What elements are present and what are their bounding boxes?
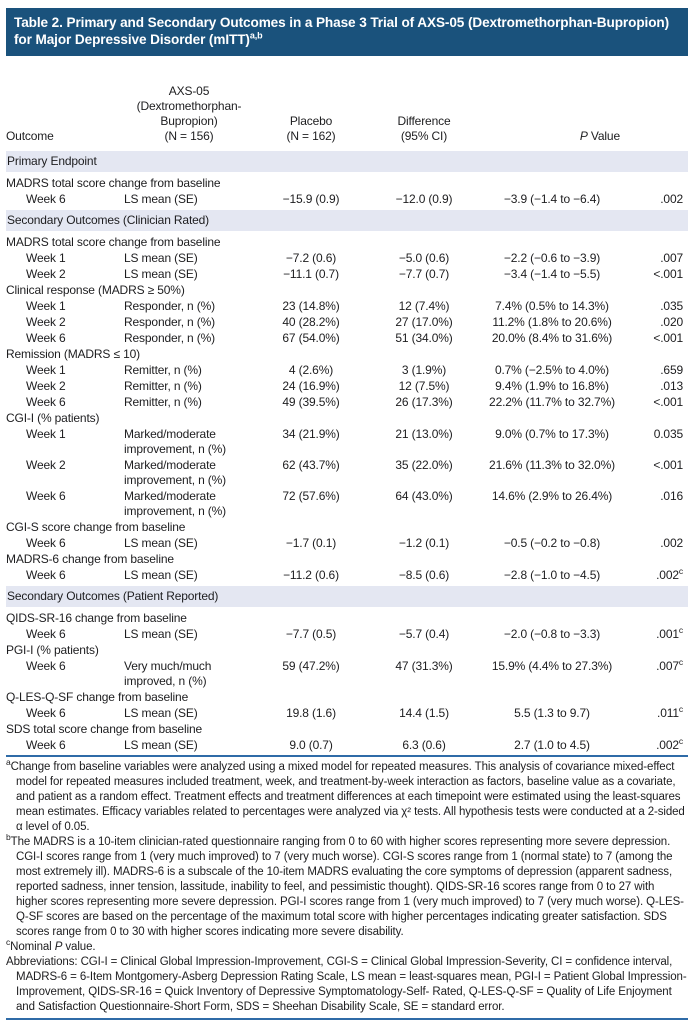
difference-value-cell: 11.2% (1.8% to 20.6%)	[492, 315, 612, 329]
axs05-value-cell: −11.1 (0.7)	[283, 267, 339, 281]
difference-value-cell: −3.9 (−1.4 to −6.4)	[503, 192, 601, 206]
week-cell: Week 6	[26, 395, 66, 409]
placebo-value-cell: 12 (7.4%)	[398, 299, 450, 313]
outcome-group-label: Clinical response (MADRS ≥ 50%)	[6, 283, 185, 297]
pvalue-cell: 0.035	[653, 427, 683, 441]
footnote-marker: a	[6, 757, 11, 768]
pvalue-footnote-marker: c	[678, 736, 683, 746]
axs05-value-cell: 4 (2.6%)	[288, 363, 334, 377]
bottom-rule	[6, 1018, 688, 1020]
footnote: Abbreviations: CGI-I = Clinical Global Impression-Improvement, CGI-S = Clinical Global Impression-Severity, CI = confidence interval, MADRS-6 = 6-Item Montgomery-Asberg Depression Rating Scale, LS mean = least-squares mean, PGI-I = Patient Global Impression-Improvement, QIDS-SR-16 = Quick Inventory of Depressive Symptomatology-Self- Rated, Q-LES-Q-SF = Quality of Life Enjoyment and Satisfaction Questionnaire-Short Form, SDS = Sheehan Disability Scale, SE = standard error.	[6, 956, 687, 1013]
week-cell: Week 6	[26, 706, 66, 720]
difference-value-cell: 9.4% (1.9% to 16.8%)	[495, 379, 609, 393]
outcome-group-label: PGI-I (% patients)	[6, 643, 99, 657]
difference-value-cell: 0.7% (−2.5% to 4.0%)	[494, 363, 610, 377]
outcome-group-row	[6, 346, 688, 362]
pvalue-footnote-marker: c	[678, 566, 683, 576]
placebo-value-cell: 64 (43.0%)	[395, 489, 453, 503]
column-header-outcome: Outcome	[6, 129, 54, 143]
outcome-group-row	[6, 551, 688, 567]
week-cell: Week 6	[26, 627, 66, 641]
week-cell: Week 2	[26, 379, 66, 393]
outcome-group-row	[6, 519, 688, 535]
placebo-value-cell: −1.2 (0.1)	[398, 536, 450, 550]
week-cell: Week 6	[26, 331, 66, 345]
placebo-value-cell: −5.0 (0.6)	[398, 251, 450, 265]
outcome-group-label: CGI-I (% patients)	[6, 411, 100, 425]
data-row	[6, 298, 688, 314]
difference-value-cell: 9.0% (0.7% to 17.3%)	[495, 427, 609, 441]
week-cell: Week 6	[26, 738, 66, 752]
column-header-axs05: AXS-05 (Dextromethorphan- Bupropion) (N = 156)	[136, 84, 242, 143]
pvalue-cell: .002$^c$	[656, 566, 683, 582]
measure-cell: Remitter, n (%)	[124, 379, 202, 393]
footnote-marker: c	[6, 937, 11, 948]
difference-value-cell: 7.4% (0.5% to 14.3%)	[495, 299, 609, 313]
week-cell: Week 2	[26, 267, 66, 281]
data-row	[6, 705, 688, 721]
section-header-row	[6, 150, 688, 174]
outcomes-table	[6, 56, 688, 753]
difference-value-cell: −0.5 (−0.2 to −0.8)	[503, 536, 601, 550]
pvalue-cell: .020	[660, 315, 683, 329]
data-row	[6, 658, 688, 689]
pvalue-cell: .002	[660, 192, 683, 206]
footnotes	[6, 755, 688, 1015]
outcome-group-label: MADRS total score change from baseline	[6, 176, 221, 190]
section-header-row	[6, 209, 688, 233]
table-title: Table 2. Primary and Secondary Outcomes in a Phase 3 Trial of AXS-05 (Dextromethorphan-Bupropion) for Major Depressive Disorder (mITT)	[14, 15, 670, 47]
axs05-value-cell: 9.0 (0.7)	[289, 738, 333, 752]
difference-value-cell: 14.6% (2.9% to 26.4%)	[491, 489, 613, 503]
placebo-value-cell: 14.4 (1.5)	[399, 706, 449, 720]
header-row	[6, 56, 688, 150]
outcome-group-label: QIDS-SR-16 change from baseline	[6, 611, 187, 625]
axs05-value-cell: 67 (54.0%)	[282, 331, 340, 345]
data-row	[6, 191, 688, 209]
week-cell: Week 2	[26, 315, 66, 329]
outcome-group-row	[6, 282, 688, 298]
column-header-pvalue: P Value	[579, 129, 620, 143]
axs05-value-cell: 34 (21.9%)	[282, 427, 340, 441]
axs05-value-cell: 62 (43.7%)	[282, 458, 340, 472]
placebo-value-cell: 3 (1.9%)	[401, 363, 447, 377]
outcome-group-row	[6, 689, 688, 705]
outcome-group-label: MADRS total score change from baseline	[6, 235, 221, 249]
pvalue-footnote-marker: c	[678, 657, 683, 667]
pvalue-cell: .035	[660, 299, 683, 313]
axs05-value-cell: 49 (39.5%)	[282, 395, 340, 409]
data-row	[6, 626, 688, 642]
difference-value-cell: 21.6% (11.3% to 32.0%)	[489, 458, 615, 472]
axs05-value-cell: 72 (57.6%)	[282, 489, 340, 503]
data-row	[6, 737, 688, 753]
data-row	[6, 314, 688, 330]
outcome-group-row	[6, 721, 688, 737]
placebo-value-cell: 26 (17.3%)	[395, 395, 453, 409]
axs05-value-cell: −1.7 (0.1)	[285, 536, 337, 550]
column-header-placebo: Placebo (N = 162)	[286, 114, 336, 143]
data-row	[6, 250, 688, 266]
footnote: $^b$The MADRS is a 10-item clinician-rated questionnaire ranging from 0 to 60 with higher scores representing more severe depression. CGI-I scores range from 1 (very much improved) to 7 (very much worse). CGI-S scores range from 1 (normal state) to 7 (among the most extremely ill). MADRS-6 is a subscale of the 10-item MADRS evaluating the core symptoms of depression (apparent sadness, reported sadness, inner tension, lassitude, inability to feel, and pessimistic thought). QIDS-SR-16 scores range from 0 to 27 with higher scores representing more severe depression. PGI-I scores range from 1 (very much improved) to 7 (very much worse). Q-LES-Q-SF scores are based on the percentage of the maximum total score with higher percentages indicating greater satisfaction. SDS scores range from 0 to 30 with higher scores indicating more severe disability.	[6, 832, 684, 938]
difference-value-cell: 2.7 (1.0 to 4.5)	[514, 738, 590, 752]
measure-cell: Responder, n (%)	[124, 331, 215, 345]
data-row	[6, 266, 688, 282]
measure-cell: Remitter, n (%)	[124, 395, 202, 409]
pvalue-cell: <.001	[653, 458, 683, 472]
placebo-value-cell: −12.0 (0.9)	[395, 192, 453, 206]
pvalue-footnote-marker: c	[678, 704, 683, 714]
data-row	[6, 457, 688, 488]
outcome-group-label: MADRS-6 change from baseline	[6, 552, 174, 566]
difference-value-cell: −2.8 (−1.0 to −4.5)	[503, 568, 601, 582]
outcome-group-row	[6, 233, 688, 251]
pvalue-footnote-marker: c	[678, 625, 683, 635]
title-footnote-marker: a,b	[249, 29, 263, 40]
placebo-value-cell: 51 (34.0%)	[395, 331, 453, 345]
section-header-label: Secondary Outcomes (Patient Reported)	[6, 585, 688, 609]
data-row	[6, 378, 688, 394]
data-row	[6, 535, 688, 551]
week-cell: Week 1	[26, 299, 66, 313]
measure-cell: Responder, n (%)	[124, 299, 215, 313]
footnote-marker: b	[6, 832, 11, 843]
pvalue-cell: .007$^c$	[656, 657, 683, 673]
outcome-group-label: SDS total score change from baseline	[6, 722, 203, 736]
measure-cell: LS mean (SE)	[124, 192, 198, 206]
pvalue-cell: .013	[660, 379, 683, 393]
difference-value-cell: −2.0 (−0.8 to −3.3)	[503, 627, 601, 641]
axs05-value-cell: 23 (14.8%)	[282, 299, 340, 313]
placebo-value-cell: 6.3 (0.6)	[402, 738, 446, 752]
placebo-value-cell: 21 (13.0%)	[395, 427, 453, 441]
week-cell: Week 6	[26, 659, 66, 673]
outcome-group-label: Q-LES-Q-SF change from baseline	[6, 690, 189, 704]
placebo-value-cell: −5.7 (0.4)	[398, 627, 450, 641]
data-row	[6, 426, 688, 457]
difference-value-cell: 20.0% (8.4% to 31.6%)	[491, 331, 613, 345]
placebo-value-cell: −7.7 (0.7)	[398, 267, 450, 281]
measure-cell: Responder, n (%)	[124, 315, 215, 329]
measure-cell: LS mean (SE)	[124, 706, 198, 720]
measure-cell: Marked/moderate improvement, n (%)	[124, 458, 226, 487]
pvalue-cell: .001$^c$	[656, 625, 683, 641]
column-header-difference: Difference (95% CI)	[397, 114, 451, 143]
measure-cell: Marked/moderate improvement, n (%)	[124, 489, 226, 518]
outcome-group-row	[6, 174, 688, 192]
placebo-value-cell: 35 (22.0%)	[395, 458, 453, 472]
pvalue-cell: <.001	[653, 267, 683, 281]
measure-cell: LS mean (SE)	[124, 568, 198, 582]
footnote: $^c$Nominal P value.	[6, 937, 96, 953]
outcome-group-row	[6, 609, 688, 627]
axs05-value-cell: −7.2 (0.6)	[285, 251, 337, 265]
table-title-bar	[6, 8, 688, 56]
pvalue-cell: .002	[660, 536, 683, 550]
week-cell: Week 6	[26, 536, 66, 550]
measure-cell: Marked/moderate improvement, n (%)	[124, 427, 226, 456]
measure-cell: LS mean (SE)	[124, 536, 198, 550]
week-cell: Week 6	[26, 192, 66, 206]
table-header	[6, 56, 688, 150]
section-header-label: Secondary Outcomes (Clinician Rated)	[6, 209, 688, 233]
difference-value-cell: −2.2 (−0.6 to −3.9)	[503, 251, 601, 265]
measure-cell: LS mean (SE)	[124, 738, 198, 752]
measure-cell: LS mean (SE)	[124, 267, 198, 281]
difference-value-cell: 5.5 (1.3 to 9.7)	[514, 706, 590, 720]
table-body	[6, 150, 688, 754]
measure-cell: LS mean (SE)	[124, 627, 198, 641]
measure-cell: Very much/much improved, n (%)	[124, 659, 212, 688]
pvalue-cell: .002$^c$	[656, 736, 683, 752]
placebo-value-cell: 47 (31.3%)	[395, 659, 453, 673]
placebo-value-cell: 27 (17.0%)	[395, 315, 453, 329]
axs05-value-cell: −7.7 (0.5)	[285, 627, 337, 641]
axs05-value-cell: 19.8 (1.6)	[286, 706, 336, 720]
measure-cell: Remitter, n (%)	[124, 363, 202, 377]
section-header-label: Primary Endpoint	[6, 150, 688, 174]
data-row	[6, 394, 688, 410]
outcome-group-row	[6, 410, 688, 426]
measure-cell: LS mean (SE)	[124, 251, 198, 265]
data-row	[6, 330, 688, 346]
axs05-value-cell: 24 (16.9%)	[282, 379, 340, 393]
placebo-value-cell: −8.5 (0.6)	[398, 568, 450, 582]
section-header-row	[6, 585, 688, 609]
pvalue-cell: .007	[660, 251, 683, 265]
axs05-value-cell: −11.2 (0.6)	[283, 568, 339, 582]
placebo-value-cell: 12 (7.5%)	[398, 379, 450, 393]
difference-value-cell: −3.4 (−1.4 to −5.5)	[503, 267, 601, 281]
difference-value-cell: 22.2% (11.7% to 32.7%)	[489, 395, 615, 409]
axs05-value-cell: 40 (28.2%)	[282, 315, 340, 329]
week-cell: Week 1	[26, 251, 66, 265]
pvalue-cell: .011$^c$	[657, 704, 683, 720]
data-row	[6, 362, 688, 378]
data-row	[6, 567, 688, 585]
week-cell: Week 1	[26, 363, 66, 377]
difference-value-cell: 15.9% (4.4% to 27.3%)	[491, 659, 613, 673]
pvalue-cell: .659	[660, 363, 683, 377]
outcome-group-label: CGI-S score change from baseline	[6, 520, 186, 534]
data-row	[6, 488, 688, 519]
pvalue-cell: .016	[660, 489, 683, 503]
week-cell: Week 1	[26, 427, 66, 441]
footnote: $^a$Change from baseline variables were analyzed using a mixed model for repeated measures. This analysis of covariance mixed-effect model for repeated measures included treatment, week, and treatment-by-week interaction as factors, baseline value as a covariate, and patient as a random effect. Treatment effects and treatment differences at each timepoint were estimated using the least-squares mean estimates. Efficacy variables related to percentages were analyzed via χ² tests. All hypothesis tests were conducted at a 2-sided α level of 0.05.	[6, 757, 685, 833]
outcome-group-label: Remission (MADRS ≤ 10)	[6, 347, 140, 361]
outcome-group-row	[6, 642, 688, 658]
axs05-value-cell: 59 (47.2%)	[282, 659, 340, 673]
pvalue-cell: <.001	[653, 331, 683, 345]
week-cell: Week 2	[26, 458, 66, 472]
pvalue-cell: <.001	[653, 395, 683, 409]
axs05-value-cell: −15.9 (0.9)	[282, 192, 340, 206]
week-cell: Week 6	[26, 568, 66, 582]
week-cell: Week 6	[26, 489, 66, 503]
